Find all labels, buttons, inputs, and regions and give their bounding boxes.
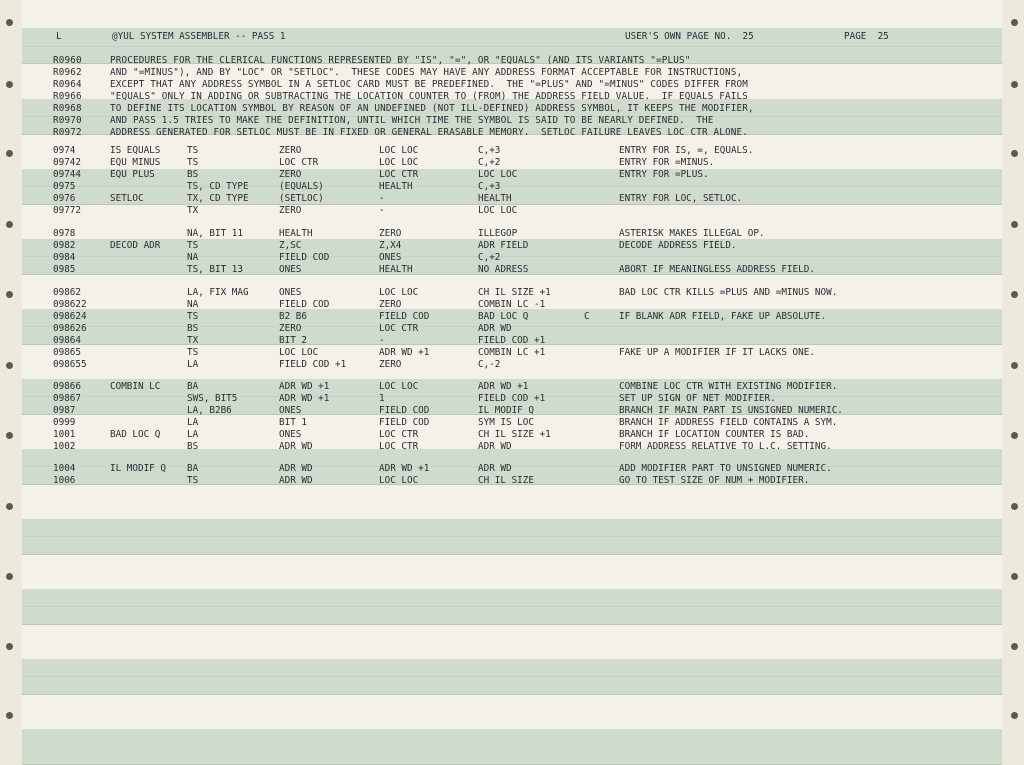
location-field: EQU PLUS (110, 169, 155, 180)
code-line (22, 323, 1002, 335)
location-field: COMBIN LC (110, 381, 161, 392)
address-field-3: ILLEGOP (478, 228, 518, 239)
remark-line (22, 67, 1002, 79)
address-field-2: - (379, 193, 385, 204)
address-field-2: LOC CTR (379, 441, 419, 452)
line-number: 09865 (53, 347, 81, 358)
remark-line (22, 115, 1002, 127)
comment-field: BAD LOC CTR KILLS =PLUS AND =MINUS NOW. (619, 287, 838, 298)
op-field: TS (187, 145, 199, 156)
address-field-2: - (379, 335, 385, 346)
address-field-3: IL MODIF Q (478, 405, 534, 416)
feed-hole (1011, 81, 1018, 88)
remark-id: R0966 (53, 91, 82, 102)
address-field-3: CH IL SIZE +1 (478, 429, 551, 440)
feed-hole (1011, 643, 1018, 650)
address-field-2: LOC CTR (379, 429, 419, 440)
address-field-1: ZERO (279, 169, 302, 180)
remark-id: R0972 (53, 127, 82, 138)
address-field-2: ADR WD +1 (379, 347, 430, 358)
line-number: 0984 (53, 252, 76, 263)
address-field-1: ZERO (279, 323, 302, 334)
address-field-1: BIT 2 (279, 335, 307, 346)
right-tractor-margin (1002, 0, 1024, 749)
op-field: TS (187, 240, 199, 251)
address-field-1: HEALTH (279, 228, 313, 239)
line-number: 09862 (53, 287, 81, 298)
address-field-1: B2 B6 (279, 311, 307, 322)
address-field-1: FIELD COD (279, 252, 330, 263)
feed-hole (6, 221, 13, 228)
remark-line (22, 127, 1002, 139)
address-field-3: ADR WD (478, 323, 512, 334)
feed-hole (1011, 150, 1018, 157)
address-field-2: LOC LOC (379, 145, 419, 156)
address-field-2: - (379, 205, 385, 216)
feed-hole (1011, 712, 1018, 719)
address-field-1: ADR WD (279, 441, 313, 452)
address-field-1: ADR WD (279, 475, 313, 486)
line-number: 0976 (53, 193, 76, 204)
op-field: TX (187, 335, 199, 346)
code-line (22, 475, 1002, 487)
line-number: 1006 (53, 475, 76, 486)
comment-field: COMBINE LOC CTR WITH EXISTING MODIFIER. (619, 381, 838, 392)
comment-field: DECODE ADDRESS FIELD. (619, 240, 737, 251)
code-line (22, 335, 1002, 347)
feed-hole (1011, 503, 1018, 510)
address-field-3: LOC LOC (478, 205, 518, 216)
feed-hole (1011, 362, 1018, 369)
address-field-1: LOC LOC (279, 347, 319, 358)
code-line (22, 405, 1002, 417)
address-field-1: Z,SC (279, 240, 302, 251)
code-line (22, 429, 1002, 441)
code-line (22, 463, 1002, 475)
address-field-2: 1 (379, 393, 385, 404)
address-field-2: ADR WD +1 (379, 463, 430, 474)
line-number: 09867 (53, 393, 81, 404)
address-field-2: LOC LOC (379, 287, 419, 298)
code-line (22, 252, 1002, 264)
address-field-3: BAD LOC Q (478, 311, 529, 322)
address-field-3: ADR FIELD (478, 240, 529, 251)
feed-hole (6, 503, 13, 510)
line-number: 09864 (53, 335, 81, 346)
address-field-1: ADR WD (279, 463, 313, 474)
address-field-3: C,+2 (478, 157, 501, 168)
address-field-3: ADR WD (478, 441, 512, 452)
remark-id: R0962 (53, 67, 82, 78)
location-field: DECOD ADR (110, 240, 161, 251)
op-field: TS (187, 157, 199, 168)
feed-hole (6, 81, 13, 88)
comment-field: GO TO TEST SIZE OF NUM + MODIFIER. (619, 475, 810, 486)
line-number: 098622 (53, 299, 87, 310)
feed-hole (6, 643, 13, 650)
header-title: @YUL SYSTEM ASSEMBLER -- PASS 1 (112, 31, 286, 42)
address-field-2: LOC CTR (379, 169, 419, 180)
address-field-1: (EQUALS) (279, 181, 324, 192)
address-field-1: BIT 1 (279, 417, 307, 428)
comment-field: SET UP SIGN OF NET MODIFIER. (619, 393, 776, 404)
remark-line (22, 91, 1002, 103)
address-field-2: HEALTH (379, 181, 413, 192)
code-line (22, 381, 1002, 393)
address-field-3: HEALTH (478, 193, 512, 204)
left-tractor-margin (0, 0, 22, 749)
comment-field: ADD MODIFIER PART TO UNSIGNED NUMERIC. (619, 463, 832, 474)
address-field-2: Z,X4 (379, 240, 402, 251)
op-field: LA (187, 429, 199, 440)
op-field: LA, FIX MAG (187, 287, 249, 298)
line-number: 0975 (53, 181, 76, 192)
line-number: 0999 (53, 417, 76, 428)
address-field-1: (SETLOC) (279, 193, 324, 204)
op-field: BS (187, 323, 199, 334)
comment-field: ENTRY FOR LOC, SETLOC. (619, 193, 743, 204)
address-extra: C (584, 311, 590, 322)
remark-id: R0964 (53, 79, 82, 90)
code-line (22, 169, 1002, 181)
feed-hole (1011, 291, 1018, 298)
address-field-2: LOC LOC (379, 381, 419, 392)
line-number: 098655 (53, 359, 87, 370)
line-number: 098624 (53, 311, 87, 322)
feed-hole (6, 362, 13, 369)
address-field-1: ONES (279, 405, 302, 416)
code-line (22, 157, 1002, 169)
address-field-1: ADR WD +1 (279, 381, 330, 392)
comment-field: BRANCH IF ADDRESS FIELD CONTAINS A SYM. (619, 417, 838, 428)
feed-hole (6, 150, 13, 157)
op-field: TX (187, 205, 199, 216)
code-line (22, 145, 1002, 157)
remark-text: AND PASS 1.5 TRIES TO MAKE THE DEFINITION, UNTIL WHICH TIME THE SYMBOL IS SAID TO BE NEARLY DEFINED. THE (110, 115, 714, 126)
address-field-1: ZERO (279, 205, 302, 216)
location-field: IL MODIF Q (110, 463, 166, 474)
remark-text: AND "=MINUS"), AND BY "LOC" OR "SETLOC". THESE CODES MAY HAVE ANY ADDRESS FORMAT ACCEPTABLE FOR INSTRUCTIONS, (110, 67, 743, 78)
address-field-3: C,+2 (478, 252, 501, 263)
code-line (22, 393, 1002, 405)
location-field: IS EQUALS (110, 145, 161, 156)
location-field: EQU MINUS (110, 157, 161, 168)
address-field-2: ONES (379, 252, 402, 263)
code-line (22, 347, 1002, 359)
address-field-3: FIELD COD +1 (478, 393, 546, 404)
address-field-1: FIELD COD +1 (279, 359, 347, 370)
op-field: SWS, BIT5 (187, 393, 238, 404)
address-field-2: HEALTH (379, 264, 413, 275)
feed-hole (1011, 432, 1018, 439)
code-line (22, 205, 1002, 217)
op-field: BS (187, 169, 199, 180)
comment-field: BRANCH IF LOCATION COUNTER IS BAD. (619, 429, 810, 440)
line-number: 0985 (53, 264, 76, 275)
remark-id: R0970 (53, 115, 82, 126)
header-marker: L (56, 31, 62, 42)
comment-field: ASTERISK MAKES ILLEGAL OP. (619, 228, 765, 239)
address-field-3: COMBIN LC -1 (478, 299, 546, 310)
comment-field: BRANCH IF MAIN PART IS UNSIGNED NUMERIC. (619, 405, 843, 416)
feed-hole (6, 291, 13, 298)
remark-text: EXCEPT THAT ANY ADDRESS SYMBOL IN A SETLOC CARD MUST BE PREDEFINED. THE "=PLUS" AND "=MINUS" CODES DIFFER FROM (110, 79, 748, 90)
address-field-2: ZERO (379, 299, 402, 310)
address-field-2: FIELD COD (379, 417, 430, 428)
line-number: 098626 (53, 323, 87, 334)
code-line (22, 359, 1002, 371)
code-line (22, 240, 1002, 252)
line-number: 1001 (53, 429, 76, 440)
address-field-3: LOC LOC (478, 169, 518, 180)
address-field-2: LOC LOC (379, 157, 419, 168)
address-field-3: SYM IS LOC (478, 417, 534, 428)
op-field: LA, B2B6 (187, 405, 232, 416)
location-field: BAD LOC Q (110, 429, 161, 440)
address-field-3: CH IL SIZE (478, 475, 534, 486)
header-user-page: USER'S OWN PAGE NO. 25 (625, 31, 754, 42)
address-field-2: ZERO (379, 228, 402, 239)
code-line (22, 228, 1002, 240)
address-field-1: ONES (279, 287, 302, 298)
remark-text: TO DEFINE ITS LOCATION SYMBOL BY REASON OF AN UNDEFINED (NOT ILL-DEFINED) ADDRESS SYMBOL, IT KEEPS THE MODIFIER, (110, 103, 754, 114)
line-number: 09742 (53, 157, 81, 168)
line-number: 0974 (53, 145, 76, 156)
page-header (22, 31, 1002, 43)
code-line (22, 299, 1002, 311)
feed-hole (1011, 221, 1018, 228)
remark-text: PROCEDURES FOR THE CLERICAL FUNCTIONS REPRESENTED BY "IS", "=", OR "EQUALS" (AND ITS VARIANTS "=PLUS" (110, 55, 691, 66)
op-field: LA (187, 359, 199, 370)
code-line (22, 441, 1002, 453)
line-number: 1002 (53, 441, 76, 452)
address-field-3: ADR WD +1 (478, 381, 529, 392)
op-field: TS, CD TYPE (187, 181, 249, 192)
code-line (22, 181, 1002, 193)
address-field-3: C,+3 (478, 145, 501, 156)
line-number: 0978 (53, 228, 76, 239)
comment-field: ENTRY FOR =PLUS. (619, 169, 709, 180)
code-line (22, 311, 1002, 323)
address-field-1: ADR WD +1 (279, 393, 330, 404)
code-line (22, 264, 1002, 276)
code-line (22, 193, 1002, 205)
op-field: LA (187, 417, 199, 428)
line-number: 09866 (53, 381, 81, 392)
address-field-3: COMBIN LC +1 (478, 347, 546, 358)
address-field-1: LOC CTR (279, 157, 319, 168)
code-line (22, 287, 1002, 299)
op-field: BA (187, 381, 199, 392)
op-field: NA (187, 299, 199, 310)
line-number: 0987 (53, 405, 76, 416)
address-field-1: ONES (279, 264, 302, 275)
location-field: SETLOC (110, 193, 144, 204)
listing (22, 0, 1002, 749)
address-field-3: NO ADRESS (478, 264, 529, 275)
op-field: BA (187, 463, 199, 474)
comment-field: ENTRY FOR =MINUS. (619, 157, 715, 168)
line-number: 09772 (53, 205, 81, 216)
op-field: NA, BIT 11 (187, 228, 243, 239)
feed-hole (1011, 19, 1018, 26)
line-number: 1004 (53, 463, 76, 474)
remark-line (22, 55, 1002, 67)
remark-id: R0960 (53, 55, 82, 66)
address-field-1: ONES (279, 429, 302, 440)
address-field-3: C,-2 (478, 359, 501, 370)
address-field-1: FIELD COD (279, 299, 330, 310)
op-field: TS, BIT 13 (187, 264, 243, 275)
remark-id: R0968 (53, 103, 82, 114)
address-field-2: ZERO (379, 359, 402, 370)
feed-hole (1011, 573, 1018, 580)
remark-line (22, 103, 1002, 115)
address-field-3: FIELD COD +1 (478, 335, 546, 346)
op-field: TS (187, 475, 199, 486)
header-page-number: PAGE 25 (844, 31, 889, 42)
op-field: NA (187, 252, 199, 263)
comment-field: FAKE UP A MODIFIER IF IT LACKS ONE. (619, 347, 815, 358)
line-number: 0982 (53, 240, 76, 251)
comment-field: FORM ADDRESS RELATIVE TO L.C. SETTING. (619, 441, 832, 452)
line-number: 09744 (53, 169, 81, 180)
code-line (22, 417, 1002, 429)
feed-hole (6, 19, 13, 26)
address-field-1: ZERO (279, 145, 302, 156)
address-field-3: CH IL SIZE +1 (478, 287, 551, 298)
feed-hole (6, 573, 13, 580)
remark-line (22, 79, 1002, 91)
remark-text: "EQUALS" ONLY IN ADDING OR SUBTRACTING THE LOCATION COUNTER TO (FROM) THE ADDRESS FIELD VALUE. IF EQUALS FAILS (110, 91, 748, 102)
address-field-2: FIELD COD (379, 311, 430, 322)
op-field: BS (187, 441, 199, 452)
op-field: TX, CD TYPE (187, 193, 249, 204)
op-field: TS (187, 347, 199, 358)
address-field-2: LOC CTR (379, 323, 419, 334)
op-field: TS (187, 311, 199, 322)
address-field-3: C,+3 (478, 181, 501, 192)
remark-text: ADDRESS GENERATED FOR SETLOC MUST BE IN FIXED OR GENERAL ERASABLE MEMORY. SETLOC FAILURE LEAVES LOC CTR ALONE. (110, 127, 748, 138)
feed-hole (6, 432, 13, 439)
address-field-2: LOC LOC (379, 475, 419, 486)
comment-field: IF BLANK ADR FIELD, FAKE UP ABSOLUTE. (619, 311, 827, 322)
address-field-2: FIELD COD (379, 405, 430, 416)
address-field-3: ADR WD (478, 463, 512, 474)
feed-hole (6, 712, 13, 719)
comment-field: ABORT IF MEANINGLESS ADDRESS FIELD. (619, 264, 815, 275)
comment-field: ENTRY FOR IS, =, EQUALS. (619, 145, 754, 156)
